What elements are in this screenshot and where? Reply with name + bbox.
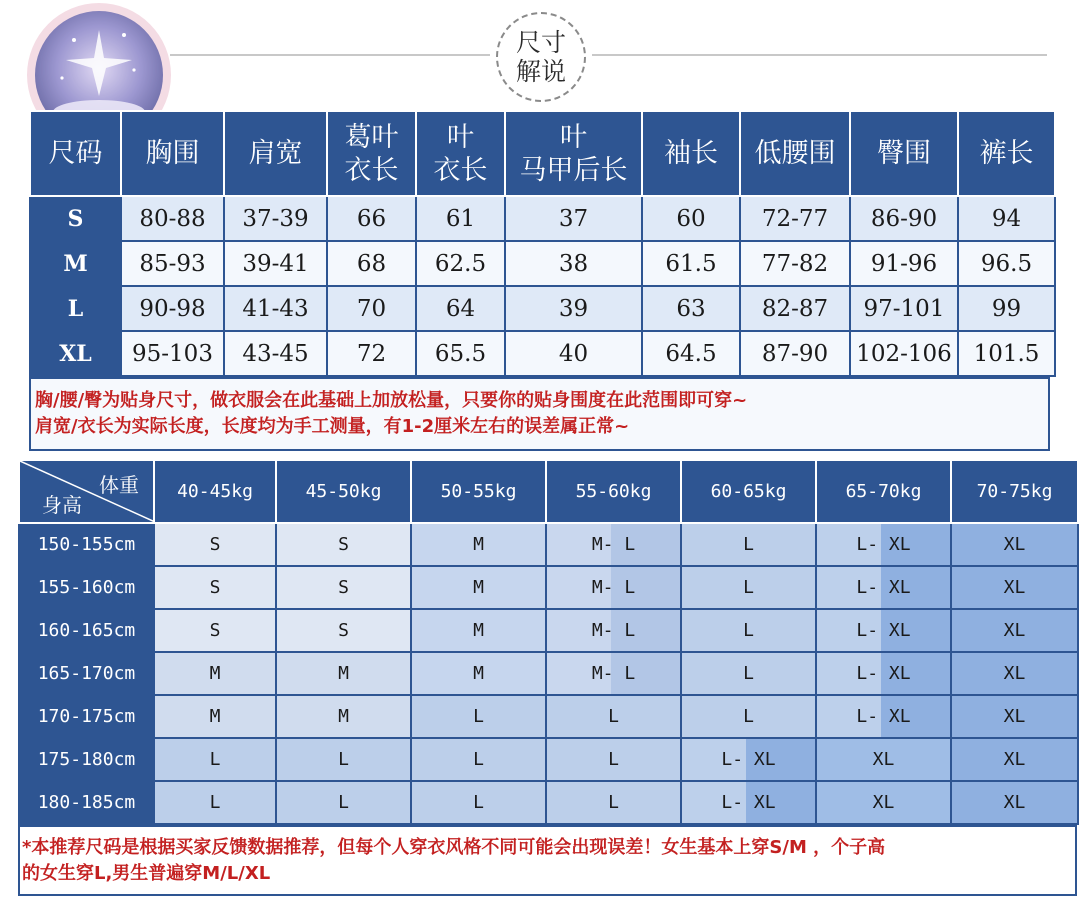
weight-header: 60-65kg xyxy=(681,460,816,523)
recommendation-note-line-2: 的女生穿L,男生普遍穿M/L/XL xyxy=(22,863,271,884)
header-size: 尺码 xyxy=(30,111,121,196)
table-cell: 87-90 xyxy=(740,331,850,376)
size-cell: M xyxy=(276,652,411,695)
table-cell: 86-90 xyxy=(850,196,958,241)
size-cell: L xyxy=(30,286,121,331)
size-cell: XL xyxy=(951,695,1078,738)
size-cell: XL xyxy=(30,331,121,376)
table-cell: 82-87 xyxy=(740,286,850,331)
table-cell: 99 xyxy=(958,286,1055,331)
size-cell: L xyxy=(154,781,276,824)
size-cell: L xyxy=(411,781,546,824)
table-row xyxy=(19,609,1078,652)
recommendation-note xyxy=(18,825,1077,896)
header-rule-right xyxy=(592,54,1047,56)
size-cell: L- XL xyxy=(816,609,951,652)
table-row xyxy=(30,286,1055,331)
header-sleeve: 袖长 xyxy=(642,111,740,196)
table-row xyxy=(19,566,1078,609)
height-cell: 155-160cm xyxy=(19,566,154,609)
weight-header: 50-55kg xyxy=(411,460,546,523)
size-table-header xyxy=(30,111,1055,196)
corner-height-label: 身高 xyxy=(42,493,82,517)
size-cell: M xyxy=(154,695,276,738)
size-cell: M- L xyxy=(546,609,681,652)
size-cell: M xyxy=(276,695,411,738)
size-cell: M xyxy=(411,566,546,609)
weight-header: 70-75kg xyxy=(951,460,1078,523)
corner-cell xyxy=(19,460,154,523)
size-cell: L xyxy=(546,695,681,738)
header-length-ye: 叶 衣长 xyxy=(416,111,505,196)
weight-header: 40-45kg xyxy=(154,460,276,523)
header-pants-length: 裤长 xyxy=(958,111,1055,196)
table-cell: 97-101 xyxy=(850,286,958,331)
size-cell: M xyxy=(411,609,546,652)
size-cell: M- L xyxy=(546,652,681,695)
header-length-kuzunoha: 葛叶 衣长 xyxy=(327,111,416,196)
table-cell: 94 xyxy=(958,196,1055,241)
size-cell: S xyxy=(276,566,411,609)
table-cell: 38 xyxy=(505,241,642,286)
table-row xyxy=(30,196,1055,241)
size-cell: M xyxy=(411,652,546,695)
recommendation-note-line-1: *本推荐尺码是根据买家反馈数据推荐，但每个人穿衣风格不同可能会出现误差！女生基本上穿S/M ，个子高 xyxy=(22,837,886,858)
size-cell: M xyxy=(154,652,276,695)
weight-header: 45-50kg xyxy=(276,460,411,523)
size-cell: M- L xyxy=(546,566,681,609)
height-cell: 165-170cm xyxy=(19,652,154,695)
table-cell: 64.5 xyxy=(642,331,740,376)
size-note-line-1: 胸/腰/臀为贴身尺寸，做衣服会在此基础上加放松量，只要你的贴身围度在此范围即可穿~ xyxy=(35,390,748,411)
table-cell: 70 xyxy=(327,286,416,331)
table-cell: 85-93 xyxy=(121,241,224,286)
height-cell: 160-165cm xyxy=(19,609,154,652)
table-cell: 96.5 xyxy=(958,241,1055,286)
header-vest-back: 叶 马甲后长 xyxy=(505,111,642,196)
header-rule-left xyxy=(170,54,490,56)
size-cell: L- XL xyxy=(681,738,816,781)
table-cell: 72 xyxy=(327,331,416,376)
size-cell: L xyxy=(276,781,411,824)
table-cell: 43-45 xyxy=(224,331,327,376)
size-cell: L xyxy=(681,523,816,566)
size-cell: L xyxy=(411,695,546,738)
size-cell: L xyxy=(681,652,816,695)
table-row xyxy=(19,781,1078,824)
table-cell: 62.5 xyxy=(416,241,505,286)
header-low-waist: 低腰围 xyxy=(740,111,850,196)
table-cell: 37-39 xyxy=(224,196,327,241)
size-cell: S xyxy=(154,566,276,609)
size-cell: L xyxy=(154,738,276,781)
table-cell: 40 xyxy=(505,331,642,376)
table-cell: 61 xyxy=(416,196,505,241)
size-cell: S xyxy=(154,609,276,652)
title-line-2: 解说 xyxy=(515,57,566,86)
size-cell: S xyxy=(276,609,411,652)
header-hip: 臀围 xyxy=(850,111,958,196)
table-cell: 68 xyxy=(327,241,416,286)
table-cell: 64 xyxy=(416,286,505,331)
title-line-1: 尺寸 xyxy=(515,28,566,57)
size-cell: M xyxy=(411,523,546,566)
table-cell: 65.5 xyxy=(416,331,505,376)
size-cell: L- XL xyxy=(816,652,951,695)
table-row xyxy=(19,738,1078,781)
recommendation-table xyxy=(18,459,1079,825)
table-cell: 63 xyxy=(642,286,740,331)
table-row xyxy=(19,523,1078,566)
table-cell: 61.5 xyxy=(642,241,740,286)
height-cell: 170-175cm xyxy=(19,695,154,738)
size-cell: L- XL xyxy=(816,695,951,738)
size-table xyxy=(29,110,1056,377)
size-cell: L xyxy=(681,566,816,609)
size-cell: XL xyxy=(816,781,951,824)
size-cell: S xyxy=(30,196,121,241)
corner-weight-label: 体重 xyxy=(99,473,139,497)
size-cell: L xyxy=(681,695,816,738)
table-cell: 102-106 xyxy=(850,331,958,376)
size-cell: XL xyxy=(951,609,1078,652)
size-cell: S xyxy=(276,523,411,566)
size-cell: L- XL xyxy=(816,566,951,609)
table-cell: 39 xyxy=(505,286,642,331)
table-cell: 41-43 xyxy=(224,286,327,331)
weight-header: 65-70kg xyxy=(816,460,951,523)
height-cell: 175-180cm xyxy=(19,738,154,781)
size-cell: L xyxy=(681,609,816,652)
size-cell: L xyxy=(546,781,681,824)
table-row xyxy=(19,652,1078,695)
header-shoulder: 肩宽 xyxy=(224,111,327,196)
table-cell: 95-103 xyxy=(121,331,224,376)
table-cell: 37 xyxy=(505,196,642,241)
table-cell: 77-82 xyxy=(740,241,850,286)
size-cell: L- XL xyxy=(681,781,816,824)
size-note xyxy=(29,377,1050,451)
size-cell: XL xyxy=(816,738,951,781)
table-cell: 90-98 xyxy=(121,286,224,331)
table-cell: 91-96 xyxy=(850,241,958,286)
table-row xyxy=(30,241,1055,286)
table-row xyxy=(19,695,1078,738)
table-cell: 72-77 xyxy=(740,196,850,241)
size-cell: L xyxy=(411,738,546,781)
size-cell: XL xyxy=(951,566,1078,609)
page-title xyxy=(496,12,586,102)
table-cell: 66 xyxy=(327,196,416,241)
height-cell: 180-185cm xyxy=(19,781,154,824)
size-cell: XL xyxy=(951,523,1078,566)
size-cell: L- XL xyxy=(816,523,951,566)
size-cell: XL xyxy=(951,738,1078,781)
recommendation-header xyxy=(19,460,1078,523)
size-cell: XL xyxy=(951,781,1078,824)
table-cell: 39-41 xyxy=(224,241,327,286)
size-note-line-2: 肩宽/衣长为实际长度，长度均为手工测量，有1-2厘米左右的误差属正常~ xyxy=(35,416,630,437)
size-cell: L xyxy=(276,738,411,781)
table-cell: 60 xyxy=(642,196,740,241)
table-cell: 101.5 xyxy=(958,331,1055,376)
size-cell: M- L xyxy=(546,523,681,566)
size-cell: S xyxy=(154,523,276,566)
height-cell: 150-155cm xyxy=(19,523,154,566)
size-cell: L xyxy=(546,738,681,781)
size-cell: M xyxy=(30,241,121,286)
size-cell: XL xyxy=(951,652,1078,695)
weight-header: 55-60kg xyxy=(546,460,681,523)
table-cell: 80-88 xyxy=(121,196,224,241)
header-chest: 胸围 xyxy=(121,111,224,196)
table-row xyxy=(30,331,1055,376)
